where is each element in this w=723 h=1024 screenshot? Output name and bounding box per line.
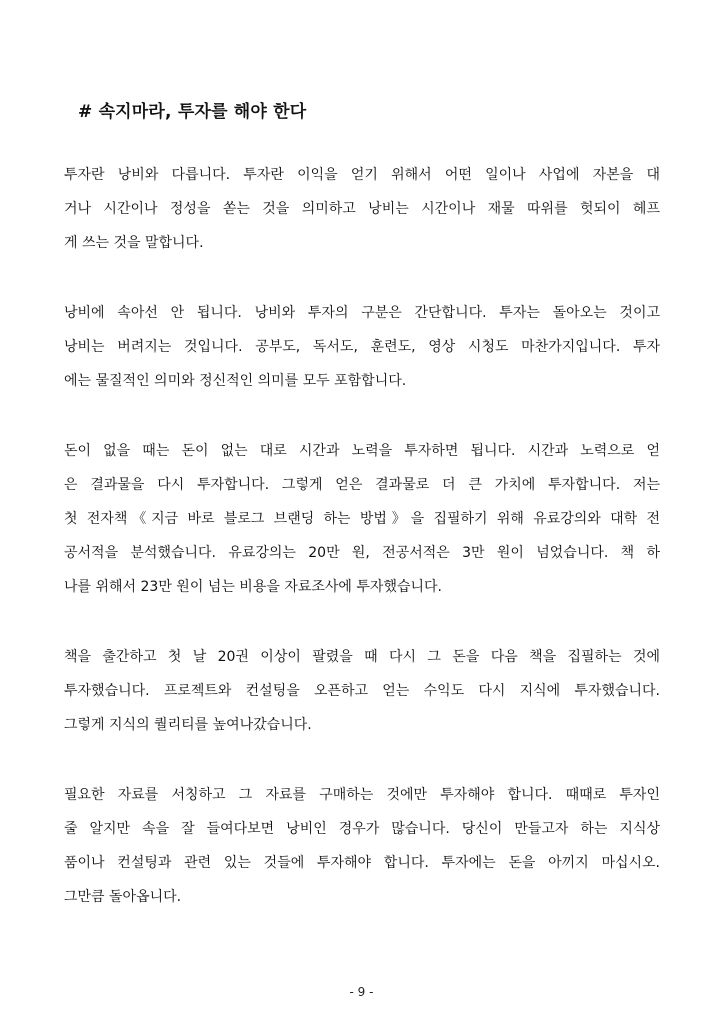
paragraph-4 bbox=[64, 640, 660, 742]
text-line: 거나 시간이나 정성을 쏟는 것을 의미하고 낭비는 시간이나 재물 따위를 헛되이 헤프 bbox=[64, 201, 660, 217]
paragraph-5 bbox=[64, 778, 660, 914]
paragraph-1 bbox=[64, 158, 660, 260]
text-line: 투자했습니다. 프로젝트와 컨설팅을 오픈하고 얻는 수익도 다시 지식에 투자했습니다. bbox=[64, 683, 660, 699]
text-line: 투자란 낭비와 다릅니다. 투자란 이익을 얻기 위해서 어떤 일이나 사업에 자본을 대 bbox=[64, 167, 660, 183]
text-line: 낭비는 버려지는 것입니다. 공부도, 독서도, 훈련도, 영상 시청도 마찬가지입니다. 투자 bbox=[64, 339, 660, 355]
text-line: 게 쓰는 것을 말합니다. bbox=[64, 235, 204, 251]
text-line: 낭비에 속아선 안 됩니다. 낭비와 투자의 구분은 간단합니다. 투자는 돌아오는 것이고 bbox=[64, 305, 660, 321]
text-line: 공서적을 분석했습니다. 유료강의는 20만 원, 전공서적은 3만 원이 넘었습니다. 책 하 bbox=[64, 545, 660, 561]
text-line: 에는 물질적인 의미와 정신적인 의미를 모두 포함합니다. bbox=[64, 373, 407, 389]
text-line: 첫 전자책《지금 바로 블로그 브랜딩 하는 방법》을 집필하기 위해 유료강의와 대학 전 bbox=[64, 511, 660, 527]
text-line: 필요한 자료를 서칭하고 그 자료를 구매하는 것에만 투자해야 합니다. 때때로 투자인 bbox=[64, 787, 660, 803]
text-line: 나를 위해서 23만 원이 넘는 비용을 자료조사에 투자했습니다. bbox=[64, 579, 442, 595]
paragraph-2 bbox=[64, 296, 660, 398]
text-line: 책을 출간하고 첫 날 20권 이상이 팔렸을 때 다시 그 돈을 다음 책을 집필하는 것에 bbox=[64, 649, 660, 665]
section-heading: # 속지마라, 투자를 해야 한다 bbox=[78, 102, 307, 122]
text-line: 은 결과물을 다시 투자합니다. 그렇게 얻은 결과물로 더 큰 가치에 투자합니다. 저는 bbox=[64, 477, 660, 493]
text-line: 그렇게 지식의 퀄리티를 높여나갔습니다. bbox=[64, 717, 312, 733]
page-number: - 9 - bbox=[349, 985, 374, 999]
text-line: 그만큼 돌아옵니다. bbox=[64, 889, 182, 905]
text-line: 품이나 컨설팅과 관련 있는 것들에 투자해야 합니다. 투자에는 돈을 아끼지 마십시오. bbox=[64, 855, 660, 871]
body-text bbox=[64, 158, 660, 950]
text-line: 돈이 없을 때는 돈이 없는 대로 시간과 노력을 투자하면 됩니다. 시간과 노력으로 얻 bbox=[64, 443, 660, 459]
text-line: 줄 알지만 속을 잘 들여다보면 낭비인 경우가 많습니다. 당신이 만들고자 하는 지식상 bbox=[64, 821, 660, 837]
paragraph-3 bbox=[64, 434, 660, 604]
